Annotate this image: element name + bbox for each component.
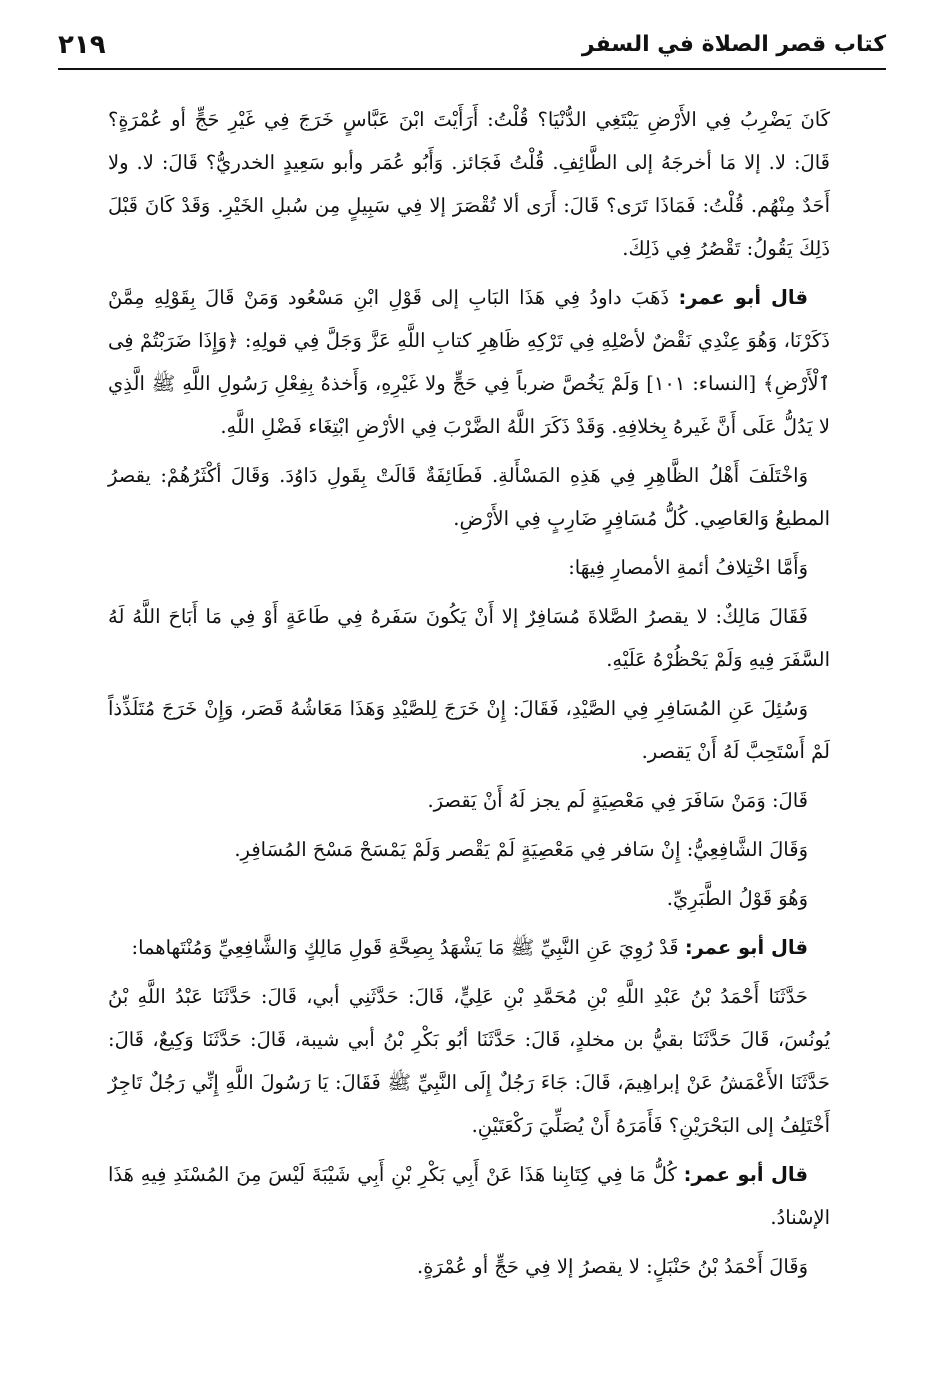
paragraph	[108, 546, 830, 589]
paragraph	[108, 1153, 830, 1239]
paragraph-text: قَالَ: وَمَنْ سَافَرَ فِي مَعْصِيَةٍ لَم يجز لَهُ أَنْ يَقصرَ.	[427, 789, 808, 812]
paragraph-text: وَاخْتَلَفَ أَهْلُ الظَّاهِرِ فِي هَذِهِ المَسْأَلةِ. فَطَائِفَةٌ قَالَتْ بِقَولِ دَاوُدَ. وَقَالَ أكْثَرُهُمْ: يقصرُ المطيعُ وَالعَاصِي. كُلُّ مُسَافِرٍ ضَارِبٍ فِي الأَرْضِ.	[108, 464, 830, 530]
paragraph	[108, 276, 830, 448]
paragraph-lead: قال أبو عمر:	[683, 1163, 808, 1186]
page-number: ٢١٩	[58, 30, 106, 60]
paragraph-lead: قال أبو عمر:	[678, 286, 808, 309]
paragraph	[108, 595, 830, 681]
running-header	[58, 28, 886, 70]
paragraph	[108, 98, 830, 270]
paragraph-text: ذَهَبَ داودُ فِي هَذَا البَابِ إلى قَوْلِ ابْنِ مَسْعُود وَمَنْ قَالَ بِقَوْلِهِ مِمَّنْ ذَكَرْنَا، وَهُوَ عِنْدِي نَقْضٌ لأصْلِهِ فِي تَرْكِهِ ظَاهِرِ كتابِ اللَّهِ عَزَّ وَجَلَّ فِي قولِهِ: ﴿وَإِذَا ضَرَبْتُمْ فِى ٱلْأَرْضِ﴾ [النساء: ١٠١] وَلَمْ يَخُصَّ ضرباً فِي حَجٍّ ولا غَيْرِهِ، وَأَخذهُ بِفِعْلِ رَسُولِ اللَّهِ ﷺ الَّذِي لا يَدُلُّ عَلَى أَنَّ غَيرهُ بِخلافِهِ. وَقَدْ ذَكَرَ اللَّهُ الضَّرْبَ فِي الأرْضِ ابْتِغَاء فَضْلِ اللَّهِ.	[108, 286, 830, 438]
paragraph-text: وَأَمَّا اخْتِلافُ أئمةِ الأمصارِ فِيهَا:	[568, 556, 808, 579]
paragraph-text: حَدَّثَنَا أَحْمَدُ بْنُ عَبْدِ اللَّهِ بْنِ مُحَمَّدِ بْنِ عَلِيٍّ، قَالَ: حَدَّثَنِي أبي، قَالَ: حَدَّثَنَا عَبْدُ اللَّهِ بْنُ يُونُسَ، قَالَ حَدَّثَنَا بقيُّ بن مخلدٍ، قَالَ: حَدَّثَنَا أبُو بَكْرِ بْنُ أبي شيبة، قَالَ: حَدَّثَنَا وَكِيعٌ، قَالَ: حَدَّثَنَا الأَعْمَشُ عَنْ إبراهِيمَ، قَالَ: جَاءَ رَجُلٌ إِلَى النَّبِيِّ ﷺ فَقَالَ: يَا رَسُولَ اللَّهِ إِنِّي رَجُلٌ تَاجِرٌ أَخْتَلِفُ إلى البَحْرَيْنِ؟ فَأَمَرَهُ أَنْ يُصَلِّيَ رَكْعَتَيْنِ.	[108, 985, 830, 1137]
paragraph	[108, 926, 830, 969]
paragraph-text: وَقَالَ الشَّافِعِيُّ: إِنْ سَافر فِي مَعْصِيَةٍ لَمْ يَقْصر وَلَمْ يَمْسَحْ مَسْحَ المُسَافِرِ.	[234, 838, 808, 861]
paragraph-text: قَدْ رُوِيَ عَنِ النَّبِيِّ ﷺ مَا يَشْهَدُ بِصِحَّةِ قَولِ مَالِكٍ وَالشَّافِعِيِّ وَمُنْتَهاهما:	[131, 936, 679, 959]
paragraph-text: فَقَالَ مَالِكٌ: لا يقصرُ الصَّلاةَ مُسَافِرٌ إلا أَنْ يَكُونَ سَفَرهُ فِي طَاعَةٍ أَوْ فِي مَا أَبَاحَ اللَّهُ لَهُ السَّفَرَ فِيهِ وَلَمْ يَحْظُرْهُ عَلَيْهِ.	[108, 605, 830, 671]
paragraph	[108, 454, 830, 540]
paragraph	[108, 975, 830, 1147]
paragraph-lead: قال أبو عمر:	[684, 936, 808, 959]
paragraph-text: كَانَ يَضْرِبُ فِي الأَرْضِ يَبْتَغِي الدُّنْيَا؟ قُلْتُ: أَرَأَيْتَ ابْنَ عَبَّاسٍ خَرَجَ فِي غَيْرِ حَجٍّ أو عُمْرَةٍ؟ قَالَ: لا. إلا مَا أخرجَهُ إلى الطَّائِفِ. قُلْتُ فَجَائز. وَأَبُو عُمَر وأبو سَعِيدٍ الخدريُّ؟ قَالَ: لا. ولا أَحَدٌ مِنْهُم. قُلْتُ: فَمَاذَا تَرَى؟ قَالَ: أَرَى ألا تُقْصَرَ إلا فِي سَبِيلٍ مِن سُبلِ الخَيْرِ. وَقَدْ كَانَ قَبْلَ ذَلِكَ يَقُولُ: تَقْصُرُ فِي ذَلِكَ.	[108, 108, 830, 260]
paragraph-text: وَسُئِلَ عَنِ المُسَافِرِ فِي الصَّيْدِ، فَقَالَ: إِنْ خَرَجَ لِلصَّيْدِ وَهَذَا مَعَاشُهُ قَصَر، وَإِنْ خَرَجَ مُتَلَذِّذاً لَمْ أَسْتَحِبَّ لَهُ أَنْ يَقصر.	[108, 697, 830, 763]
paragraph	[108, 779, 830, 822]
running-title: كتاب قصر الصلاة في السفر	[581, 32, 886, 57]
paragraph	[108, 877, 830, 920]
paragraph-text: كُلُّ مَا فِي كِتَابِنا هَذَا عَنْ أَبِي بَكْرِ بْنِ أَبِي شَيْبَةَ لَيْسَ مِنَ المُسْنَدِ فِيهِ هَذَا الإسْنادُ.	[108, 1163, 830, 1229]
paragraph	[108, 1245, 830, 1288]
paragraph	[108, 828, 830, 871]
paragraph-text: وَهُوَ قَوْلُ الطَّبَرِيِّ.	[666, 887, 808, 910]
paragraph	[108, 687, 830, 773]
body-text	[108, 98, 830, 1294]
paragraph-text: وَقَالَ أَحْمَدُ بْنُ حَنْبَلٍ: لا يقصرُ إلا فِي حَجٍّ أو عُمْرَةٍ.	[417, 1255, 808, 1278]
